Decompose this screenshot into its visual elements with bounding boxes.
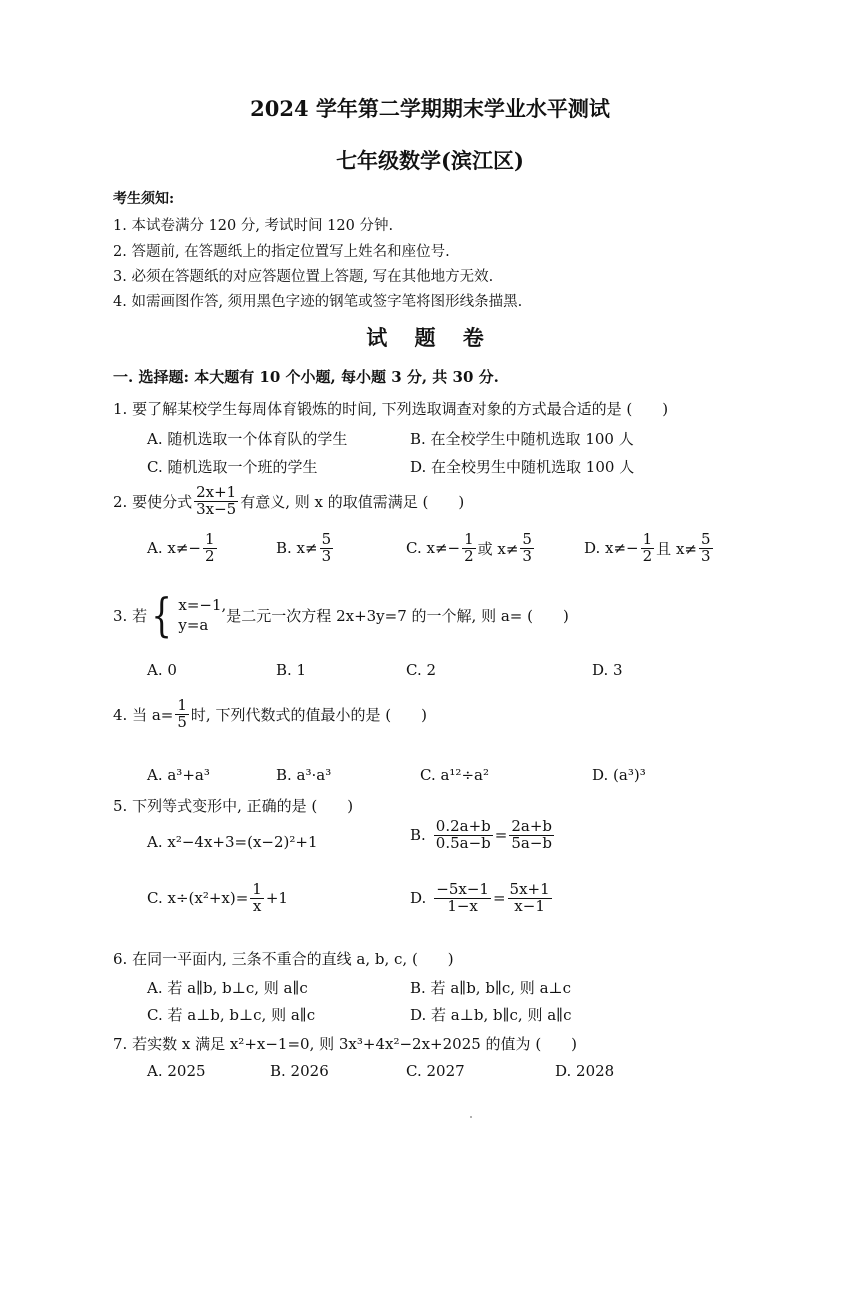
numerator: 1 <box>464 530 474 548</box>
q2-option-a <box>147 532 219 565</box>
denominator: 5 <box>177 712 187 731</box>
q2-stem-post: 有意义, 则 x 的取值需满足 ( ) <box>240 492 465 511</box>
numerator: 5x+1 <box>509 880 550 898</box>
q2-b-label: B. x≠ <box>276 539 318 558</box>
q4-fraction <box>175 698 189 731</box>
question-3-stem <box>113 588 569 642</box>
scan-speck <box>470 1116 472 1118</box>
q2-c-label: C. x≠− <box>406 539 461 558</box>
question-2-stem <box>113 485 464 518</box>
question-7-stem: 7. 若实数 x 满足 x²+x−1=0, 则 3x³+4x²−2x+2025 的值为 ( ) <box>113 1035 578 1053</box>
numerator: 5 <box>700 530 711 548</box>
q5-c-tail: +1 <box>265 889 288 908</box>
q2-d-fraction-1 <box>641 532 655 565</box>
notice-item: 3. 必须在答题纸的对应答题位置上答题, 写在其他地方无效. <box>113 269 494 285</box>
equals-sign: = <box>494 826 508 845</box>
equation-system <box>147 588 227 642</box>
notice-item: 1. 本试卷满分 120 分, 考试时间 120 分钟. <box>113 218 394 234</box>
question-5-stem: 5. 下列等式变形中, 正确的是 ( ) <box>113 797 354 815</box>
q1-option-a: A. 随机选取一个体育队的学生 <box>147 430 348 448</box>
q4-option-a: A. a³+a³ <box>147 766 210 784</box>
q2-option-b <box>276 532 335 565</box>
denominator: 2 <box>642 546 653 565</box>
q3-stem-post: 是二元一次方程 2x+3y=7 的一个解, 则 a= ( ) <box>226 606 569 625</box>
q2-fraction-denominator: 3x−5 <box>196 499 237 518</box>
exam-title: 2024 学年第二学期期末学业水平测试 <box>250 96 610 121</box>
exam-subtitle: 七年级数学(滨江区) <box>336 148 524 173</box>
q3-option-c: C. 2 <box>406 661 437 679</box>
q5-b-label: B. <box>410 826 426 845</box>
q2-d-fraction-2 <box>699 532 713 565</box>
q4-stem-pre: 4. 当 a= <box>113 705 174 724</box>
notice-item: 2. 答题前, 在答题纸上的指定位置写上姓名和座位号. <box>113 244 450 260</box>
numerator: 1 <box>177 696 187 714</box>
q2-c-mid: 或 x≠ <box>477 539 519 558</box>
left-brace: { <box>151 588 172 642</box>
q6-option-c: C. 若 a⊥b, b⊥c, 则 a∥c <box>147 1006 316 1024</box>
q2-option-c <box>406 532 536 565</box>
q7-option-b: B. 2026 <box>270 1062 329 1080</box>
q7-option-c: C. 2027 <box>406 1062 465 1080</box>
denominator: 1−x <box>447 896 478 915</box>
q7-option-a: A. 2025 <box>147 1062 206 1080</box>
q5-d-fraction-left <box>434 882 491 915</box>
system-row-2: y=a <box>178 616 209 634</box>
denominator: 2 <box>464 546 474 565</box>
q5-c-fraction <box>250 882 264 915</box>
section-heading: 一. 选择题: 本大题有 10 个小题, 每小题 3 分, 共 30 分. <box>113 368 499 386</box>
q5-c-label: C. x÷(x²+x)= <box>147 889 249 908</box>
denominator: 5a−b <box>511 833 553 852</box>
q1-option-d: D. 在全校男生中随机选取 100 人 <box>410 458 635 476</box>
numerator: 5 <box>321 530 332 548</box>
q2-d-label: D. x≠− <box>584 539 639 558</box>
numerator: 1 <box>642 530 653 548</box>
q4-option-d: D. (a³)³ <box>592 766 646 784</box>
q5-option-b <box>410 819 556 852</box>
denominator: 3 <box>522 546 532 565</box>
q5-option-d <box>410 882 554 915</box>
q2-d-mid: 且 x≠ <box>656 539 697 558</box>
q2-a-fraction <box>203 532 217 565</box>
denominator: 3 <box>321 546 332 565</box>
q4-stem-post: 时, 下列代数式的值最小的是 ( ) <box>190 705 427 724</box>
equals-sign: = <box>492 889 506 908</box>
q1-option-c: C. 随机选取一个班的学生 <box>147 458 318 476</box>
q3-option-a: A. 0 <box>147 661 177 679</box>
denominator: 2 <box>204 546 215 565</box>
q5-d-label: D. <box>410 889 427 908</box>
q2-c-fraction-2 <box>520 532 534 565</box>
q4-option-c: C. a¹²÷a² <box>420 766 489 784</box>
q5-option-c <box>147 882 288 915</box>
question-1-stem: 1. 要了解某校学生每周体育锻炼的时间, 下列选取调查对象的方式最合适的是 ( ) <box>113 400 669 418</box>
numerator: 2a+b <box>511 817 553 835</box>
numerator: 1 <box>204 530 215 548</box>
q4-option-b: B. a³·a³ <box>276 766 332 784</box>
numerator: 1 <box>252 880 262 898</box>
q2-a-label: A. x≠− <box>147 539 201 558</box>
denominator: x−1 <box>514 896 545 915</box>
q6-option-d: D. 若 a⊥b, b∥c, 则 a∥c <box>410 1006 572 1024</box>
numerator: 0.2a+b <box>435 817 491 835</box>
denominator: x <box>252 896 262 915</box>
q5-option-a: A. x²−4x+3=(x−2)²+1 <box>147 833 318 851</box>
system-row-1: x=−1, <box>178 595 227 614</box>
q6-option-a: A. 若 a∥b, b⊥c, 则 a∥c <box>147 979 308 997</box>
question-4-stem <box>113 698 427 731</box>
q3-option-b: B. 1 <box>276 661 307 679</box>
question-6-stem: 6. 在同一平面内, 三条不重合的直线 a, b, c, ( ) <box>113 950 454 968</box>
notice-heading: 考生须知: <box>113 191 175 207</box>
q5-b-fraction-right <box>509 819 554 852</box>
q5-d-fraction-right <box>508 882 552 915</box>
q1-option-b: B. 在全校学生中随机选取 100 人 <box>410 430 634 448</box>
numerator: 5 <box>522 530 532 548</box>
q2-c-fraction-1 <box>462 532 476 565</box>
q5-b-fraction-left <box>434 819 493 852</box>
paper-title: 试 题 卷 <box>366 325 494 350</box>
q6-option-b: B. 若 a∥b, b∥c, 则 a⊥c <box>410 979 572 997</box>
notice-item: 4. 如需画图作答, 须用黑色字迹的钢笔或签字笔将图形线条描黑. <box>113 294 523 310</box>
q7-option-d: D. 2028 <box>555 1062 615 1080</box>
q3-stem-pre: 3. 若 <box>113 606 148 625</box>
q2-b-fraction <box>320 532 334 565</box>
denominator: 0.5a−b <box>435 833 491 852</box>
q2-fraction <box>194 485 238 518</box>
q2-option-d <box>584 532 715 565</box>
denominator: 3 <box>700 546 711 565</box>
q2-stem-pre: 2. 要使分式 <box>113 492 193 511</box>
numerator: −5x−1 <box>436 880 489 898</box>
q3-option-d: D. 3 <box>592 661 623 679</box>
q2-fraction-numerator: 2x+1 <box>196 483 237 501</box>
